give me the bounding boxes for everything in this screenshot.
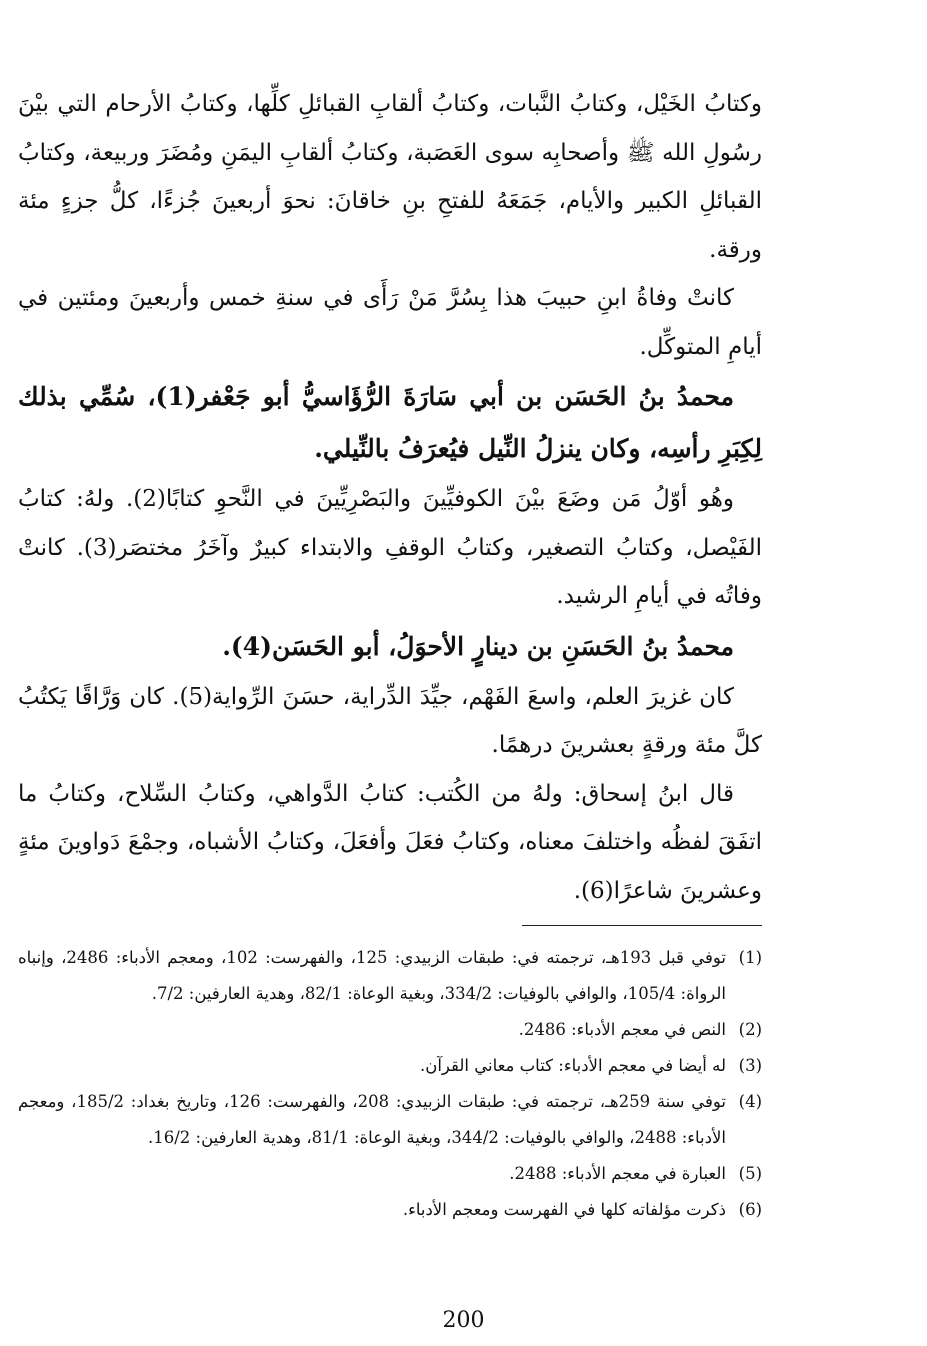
footnote-text: له أيضا في معجم الأدباء: كتاب معاني القرآن. xyxy=(419,1056,726,1075)
footnote-text: النص في معجم الأدباء: 2486. xyxy=(518,1020,726,1039)
footnote-number: (5) xyxy=(738,1164,762,1183)
footnote-text: توفي قبل 193هـ، ترجمته في: طبقات الزبيدي: 125، والفهرست: 102، ومعجم الأدباء: 2486، وإنباه الرواة: 105/4، والوافي بالوفيات: 334/2، وبغية الوعاة: 82/1، وهدية العارفين: 7/2. xyxy=(18,948,726,1003)
footnotes xyxy=(18,940,762,1228)
footnote-number: (6) xyxy=(738,1200,762,1219)
footnote xyxy=(18,940,762,1012)
footnote-number: (1) xyxy=(738,948,762,967)
footnote-number: (3) xyxy=(738,1056,762,1075)
footnote-number: (4) xyxy=(738,1092,762,1111)
main-text xyxy=(18,80,762,915)
paragraph-ahwal-description: كان غزيرَ العلم، واسعَ الفَهْم، جيِّدَ الدِّراية، حسَنَ الرِّواية(5). كان وَرَّاقًا يَكتُبُ كلَّ مئة ورقةٍ بعشرينَ درهمًا. xyxy=(18,683,762,758)
paragraph-ruasi-books: وهُو أوّلُ مَن وضَعَ بيْنَ الكوفيِّينَ والبَصْرِيِّينَ في النَّحوِ كتابًا(2). ولهُ: كتابُ الفَيْصل، وكتابُ التصغير، وكتابُ الوقفِ والابتداء كبيرٌ وآخَرُ مختصَر(3). كانتْ وفاتُه في أيامِ الرشيد. xyxy=(18,486,762,609)
footnote xyxy=(18,1012,762,1048)
paragraph-ibn-habib-books: وكتابُ الخَيْل، وكتابُ النَّبات، وكتابُ ألقابِ القبائلِ كلِّها، وكتابُ الأرحام التي بيْنَ رسُولِ الله ﷺ وأصحابِه سوى العَصَبة، وكتابُ ألقابِ اليمَنِ ومُضَرَ وربيعة، وكتابُ القبائلِ الكبير والأيام، جَمَعَهُ للفتحِ بنِ خاقانَ: نحوَ أربعينَ جُزءًا، كلُّ جزءٍ مئة ورقة. xyxy=(18,91,762,263)
footnote-number: (2) xyxy=(738,1020,762,1039)
page-number: 200 xyxy=(442,1308,485,1333)
entry-heading-ruasi: محمدُ بنُ الحَسَن بن أبي سَارَةَ الرُّؤَاسيُّ أبو جَعْفر(1)، سُمِّي بذلك لِكِبَرِ رأسِه، وكان ينزلُ النِّيل فيُعرَفُ بالنِّيلي. xyxy=(18,382,762,463)
footnote xyxy=(18,1156,762,1192)
book-page xyxy=(18,80,762,1330)
footnote-text: العبارة في معجم الأدباء: 2488. xyxy=(509,1164,726,1183)
paragraph-ibn-habib-death: كانتْ وفاةُ ابنِ حبيبَ هذا بِسُرَّ مَنْ رَأَى في سنةِ خمس وأربعينَ ومئتين في أيامِ المتوكِّل. xyxy=(18,285,762,360)
footnote xyxy=(18,1192,762,1228)
footnote-text: ذكرت مؤلفاته كلها في الفهرست ومعجم الأدباء. xyxy=(402,1200,726,1219)
footnote-divider xyxy=(522,925,762,926)
paragraph-ahwal-books: قال ابنُ إسحاق: ولهُ من الكُتب: كتابُ الدَّواهي، وكتابُ السِّلاح، وكتابُ ما اتفَقَ لفظُه واختلفَ معناه، وكتابُ فعَلَ وأفعَلَ، وكتابُ الأشباه، وجمْعَ دَواوينَ مئةٍ وعشرينَ شاعرًا(6). xyxy=(18,780,762,904)
footnote-text: توفي سنة 259هـ، ترجمته في: طبقات الزبيدي: 208، والفهرست: 126، وتاريخ بغداد: 185/2، ومعجم الأدباء: 2488، والوافي بالوفيات: 344/2، وبغية الوعاة: 81/1، وهدية العارفين: 16/2. xyxy=(18,1092,726,1147)
footnote xyxy=(18,1084,762,1156)
entry-heading-ahwal: محمدُ بنُ الحَسَنِ بن دينارٍ الأحوَلُ، أبو الحَسَن(4). xyxy=(222,631,734,661)
footnote xyxy=(18,1048,762,1084)
